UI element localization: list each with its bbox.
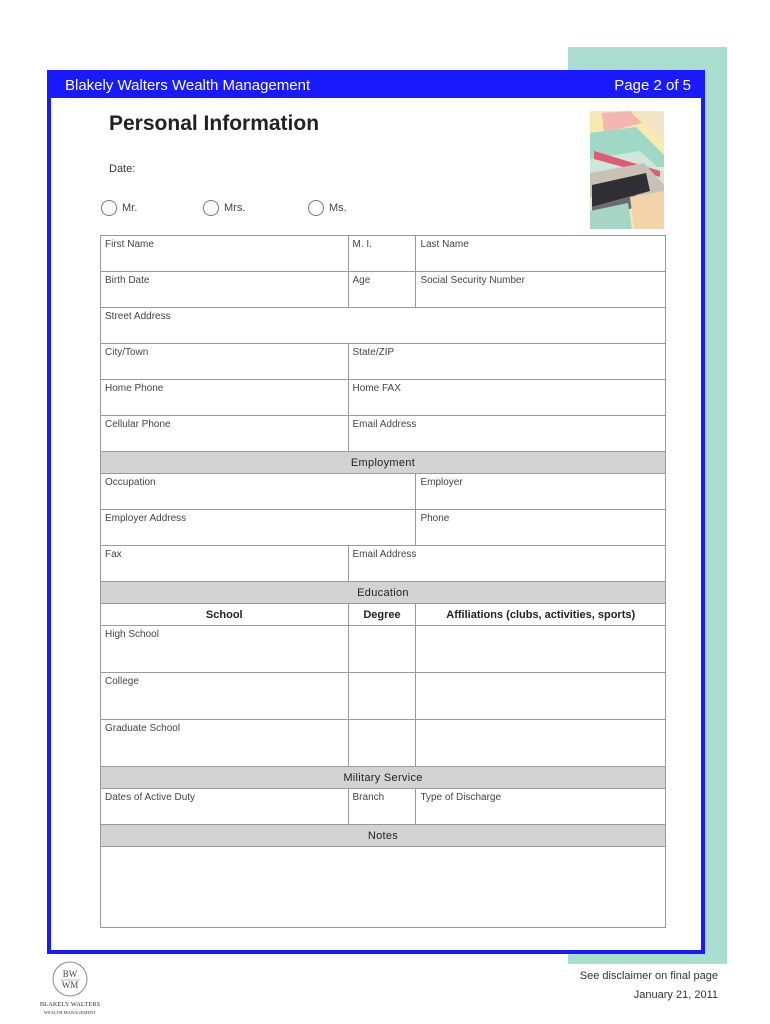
home-phone-field[interactable]: Home Phone — [101, 380, 349, 416]
ssn-field[interactable]: Social Security Number — [416, 272, 666, 308]
salutation-label: Mrs. — [224, 202, 246, 214]
age-field[interactable]: Age — [348, 272, 416, 308]
active-duty-dates-field[interactable]: Dates of Active Duty — [101, 789, 349, 825]
employer-address-field[interactable]: Employer Address — [101, 510, 416, 546]
company-logo — [30, 960, 110, 1018]
work-email-field[interactable]: Email Address — [348, 546, 665, 582]
salutation-mr[interactable] — [101, 200, 137, 216]
employment-heading: Employment — [101, 452, 666, 474]
radio-circle-icon[interactable] — [308, 200, 324, 216]
graduate-degree-field[interactable] — [348, 720, 416, 767]
work-fax-field[interactable]: Fax — [101, 546, 349, 582]
company-name: Blakely Walters Wealth Management — [65, 77, 311, 94]
affiliations-column-header: Affiliations (clubs, activities, sports) — [416, 604, 666, 626]
salutation-mrs[interactable] — [203, 200, 245, 216]
graduate-school-field[interactable]: Graduate School — [101, 720, 349, 767]
footer-info — [580, 967, 718, 1005]
school-column-header: School — [101, 604, 349, 626]
employer-field[interactable]: Employer — [416, 474, 666, 510]
education-heading: Education — [101, 582, 666, 604]
birth-date-field[interactable]: Birth Date — [101, 272, 349, 308]
page-title: Personal Information — [109, 112, 320, 135]
military-heading: Military Service — [101, 767, 666, 789]
svg-text:WM: WM — [61, 980, 79, 990]
graduate-affiliations-field[interactable] — [416, 720, 666, 767]
salutation-label: Ms. — [329, 202, 347, 214]
header-bar — [51, 74, 701, 98]
radio-circle-icon[interactable] — [203, 200, 219, 216]
svg-text:BW: BW — [62, 969, 78, 979]
salutation-label: Mr. — [122, 202, 138, 214]
college-affiliations-field[interactable] — [416, 673, 666, 720]
date-field-label[interactable]: Date: — [109, 163, 136, 175]
form-frame — [47, 70, 705, 954]
decorative-folders-image — [590, 111, 664, 229]
middle-initial-field[interactable]: M. I. — [348, 236, 416, 272]
personal-info-form — [100, 235, 666, 928]
email-field[interactable]: Email Address — [348, 416, 665, 452]
state-zip-field[interactable]: State/ZIP — [348, 344, 665, 380]
occupation-field[interactable]: Occupation — [101, 474, 416, 510]
street-address-field[interactable]: Street Address — [101, 308, 666, 344]
page-indicator: Page 2 of 5 — [614, 77, 691, 94]
work-phone-field[interactable]: Phone — [416, 510, 666, 546]
discharge-type-field[interactable]: Type of Discharge — [416, 789, 666, 825]
high-school-affiliations-field[interactable] — [416, 626, 666, 673]
high-school-field[interactable]: High School — [101, 626, 349, 673]
salutation-ms[interactable] — [308, 200, 347, 216]
high-school-degree-field[interactable] — [348, 626, 416, 673]
last-name-field[interactable]: Last Name — [416, 236, 666, 272]
notes-heading: Notes — [101, 825, 666, 847]
college-field[interactable]: College — [101, 673, 349, 720]
degree-column-header: Degree — [348, 604, 416, 626]
college-degree-field[interactable] — [348, 673, 416, 720]
disclaimer-note: See disclaimer on final page — [579, 970, 718, 982]
home-fax-field[interactable]: Home FAX — [348, 380, 665, 416]
branch-field[interactable]: Branch — [348, 789, 416, 825]
svg-text:WEALTH MANAGEMENT: WEALTH MANAGEMENT — [43, 1010, 97, 1015]
document-date: January 21, 2011 — [633, 989, 718, 1001]
city-field[interactable]: City/Town — [101, 344, 349, 380]
cell-phone-field[interactable]: Cellular Phone — [101, 416, 349, 452]
radio-circle-icon[interactable] — [101, 200, 117, 216]
first-name-field[interactable]: First Name — [101, 236, 349, 272]
notes-field[interactable] — [101, 847, 666, 928]
svg-text:BLAKELY WALTERS: BLAKELY WALTERS — [39, 1001, 101, 1008]
